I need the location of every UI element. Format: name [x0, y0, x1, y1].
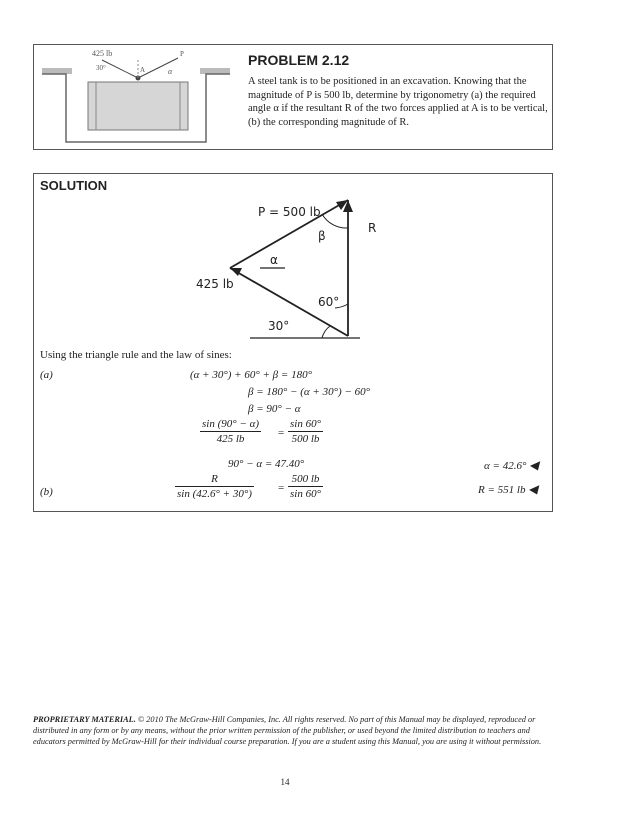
problem-title: PROBLEM 2.12 [248, 52, 350, 68]
fig-alpha-label: α [168, 67, 173, 76]
solution-intro: Using the triangle rule and the law of sines: [40, 349, 232, 361]
tank-excavation-figure [40, 46, 240, 146]
footer-text: © 2010 The McGraw-Hill Companies, Inc. All rights reserved. No part of this Manual may be displayed, reproduced or distributed in any form or by any means, without the prior written permission of the publisher, or used beyond the limited distribution to teachers and educators permitted by McGraw-Hill for their individual course preparation. If you are a student using this Manual, you are using it without permission. [33, 715, 542, 747]
law-of-sines-right [288, 418, 323, 445]
equation-beta-2: β = 90° − α [248, 403, 301, 415]
answer-alpha-marker-icon: ◀ [529, 458, 539, 472]
magnitude-equation-right-num: 500 lb [288, 473, 323, 487]
fig-a-label: A [140, 66, 146, 74]
equation-result-angle: 90° − α = 47.40° [228, 458, 305, 470]
triangle-alpha-label: α [270, 253, 278, 267]
triangle-30-label: 30° [268, 319, 290, 333]
ground-left [42, 68, 72, 74]
arc-30 [322, 326, 330, 338]
answer-r-text: R = 551 lb [478, 484, 526, 496]
magnitude-equation-left [175, 473, 254, 500]
law-of-sines-left-den: 425 lb [216, 433, 245, 445]
law-of-sines-left-num: sin (90° − α) [202, 418, 260, 430]
steel-tank [88, 82, 188, 130]
law-of-sines-left [200, 418, 261, 445]
force-425-line [102, 60, 138, 78]
magnitude-equation-equals: = [278, 482, 285, 494]
magnitude-equation-right [288, 473, 323, 500]
fig-425-label: 425 lb [92, 49, 113, 58]
triangle-60-label: 60° [318, 295, 340, 309]
magnitude-equation-right-den: sin 60° [290, 488, 321, 500]
triangle-p-label: P = 500 lb [258, 205, 321, 219]
answer-r [478, 482, 537, 497]
part-b-label: (b) [40, 486, 53, 498]
ground-right [200, 68, 230, 74]
answer-alpha-text: α = 42.6° [484, 460, 527, 472]
arc-beta [322, 214, 348, 228]
magnitude-equation-left-den: sin (42.6° + 30°) [177, 488, 252, 500]
law-of-sines-right-num: sin 60° [290, 418, 321, 430]
part-a-label: (a) [40, 369, 53, 381]
answer-r-marker-icon: ◀ [528, 482, 538, 496]
page-number: 14 [280, 777, 290, 787]
law-of-sines-right-den: 500 lb [291, 433, 320, 445]
fig-p-label: P [180, 50, 184, 58]
equation-angle-sum: (α + 30°) + 60° + β = 180° [190, 369, 312, 381]
fig-30-label: 30° [96, 64, 106, 72]
answer-alpha [484, 458, 538, 473]
problem-statement: A steel tank is to be positioned in an excavation. Knowing that the magnitude of P is 500 lb, determine by trigonometry (a) the required angle α if the resultant R of the two forces applied at A is to be vertical, (b) the corresponding magnitude of R. [248, 76, 548, 128]
triangle-beta-label: β [318, 229, 326, 243]
triangle-r-label: R [368, 221, 377, 235]
solution-title: SOLUTION [40, 178, 108, 193]
copyright-footer [33, 714, 551, 748]
force-triangle [190, 188, 410, 348]
magnitude-equation-left-num: R [175, 473, 254, 487]
footer-label: PROPRIETARY MATERIAL. [33, 715, 136, 724]
equation-beta-1: β = 180° − (α + 30°) − 60° [248, 386, 370, 398]
law-of-sines-equals: = [278, 427, 285, 439]
triangle-425-label: 425 lb [196, 277, 234, 291]
